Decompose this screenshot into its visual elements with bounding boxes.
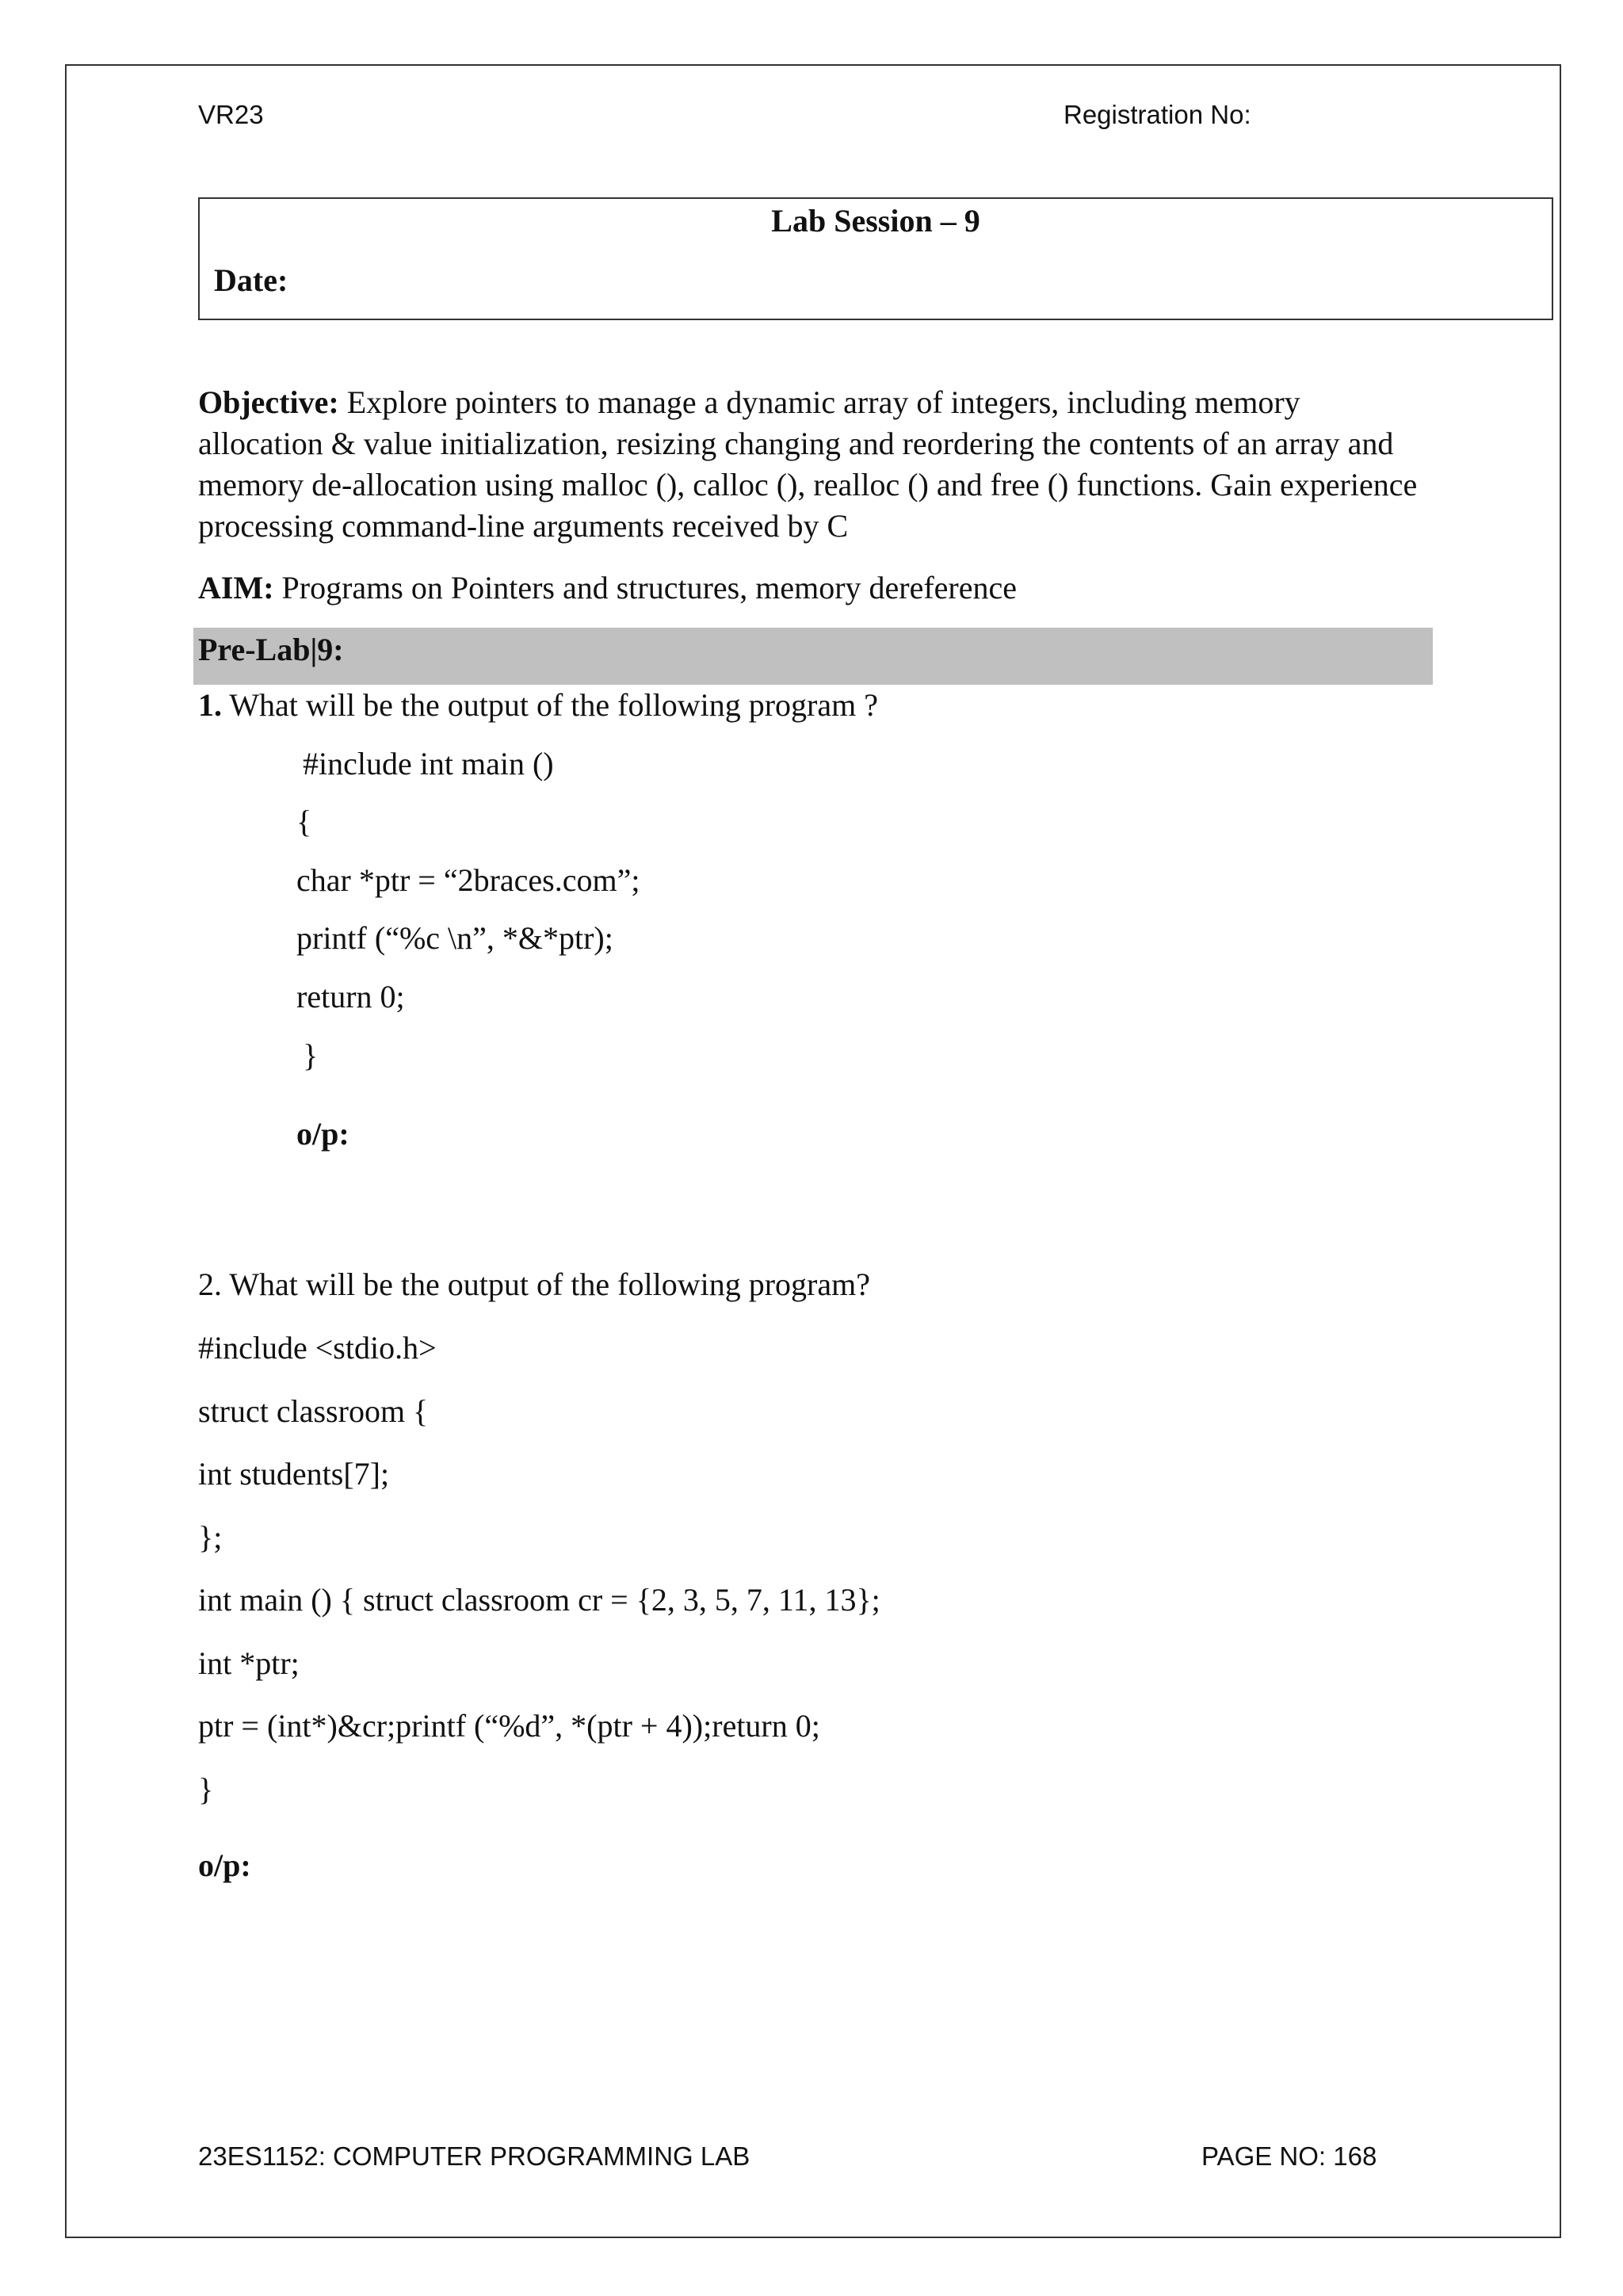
- q1-code-line: printf (“%c \n”, *&*ptr);: [296, 920, 613, 956]
- date-label: Date:: [214, 262, 288, 298]
- q2-code-line: ptr = (int*)&cr;printf (“%d”, *(ptr + 4));return 0;: [198, 1708, 820, 1744]
- session-title: Lab Session – 9: [771, 203, 980, 239]
- q1-code-line: char *ptr = “2braces.com”;: [296, 862, 640, 898]
- q2-code-line: struct classroom {: [198, 1393, 429, 1429]
- q2-output-label: o/p:: [198, 1847, 251, 1883]
- q1-question: 1. What will be the output of the following program ?: [198, 687, 878, 723]
- header-registration-label: Registration No:: [1064, 100, 1251, 129]
- objective-label: Objective:: [198, 384, 339, 420]
- prelab-banner: [193, 628, 1433, 685]
- objective-line-1: Objective: Explore pointers to manage a dynamic array of integers, including memory: [198, 384, 1300, 420]
- aim-label: AIM:: [198, 570, 274, 606]
- q2-question: 2. What will be the output of the following program?: [198, 1266, 870, 1302]
- q1-output-label: o/p:: [296, 1116, 349, 1152]
- objective-line-2: allocation & value initialization, resizing changing and reordering the contents of an array and: [198, 426, 1394, 461]
- q2-code-line: int *ptr;: [198, 1645, 300, 1681]
- aim-text: Programs on Pointers and structures, memory dereference: [273, 570, 1018, 606]
- objective-line-3: memory de-allocation using malloc (), calloc (), realloc () and free () functions. Gain experience: [198, 467, 1418, 502]
- q1-code-line: #include int main (): [303, 746, 554, 781]
- q1-code-line: {: [296, 804, 312, 839]
- objective-paragraph: [198, 382, 1433, 547]
- q1-number: 1.: [198, 687, 222, 723]
- q1-code-line: return 0;: [296, 979, 405, 1014]
- q2-code-line: int main () { struct classroom cr = {2, 3, 5, 7, 11, 13};: [198, 1582, 880, 1618]
- q2-code-line: };: [198, 1519, 223, 1555]
- header-course-code: VR23: [198, 100, 264, 129]
- footer-course-title: 23ES1152: COMPUTER PROGRAMMING LAB: [198, 2141, 750, 2171]
- q2-code-line: #include <stdio.h>: [198, 1330, 437, 1366]
- prelab-label: Pre-Lab|9:: [198, 632, 344, 667]
- objective-line-4: processing command-line arguments received by C: [198, 508, 849, 544]
- q1-code-line: }: [303, 1037, 319, 1073]
- q2-code-line: int students[7];: [198, 1456, 390, 1492]
- aim-line: [198, 569, 1017, 606]
- q2-code-line: }: [198, 1771, 214, 1807]
- footer-page-number: PAGE NO: 168: [1201, 2141, 1377, 2171]
